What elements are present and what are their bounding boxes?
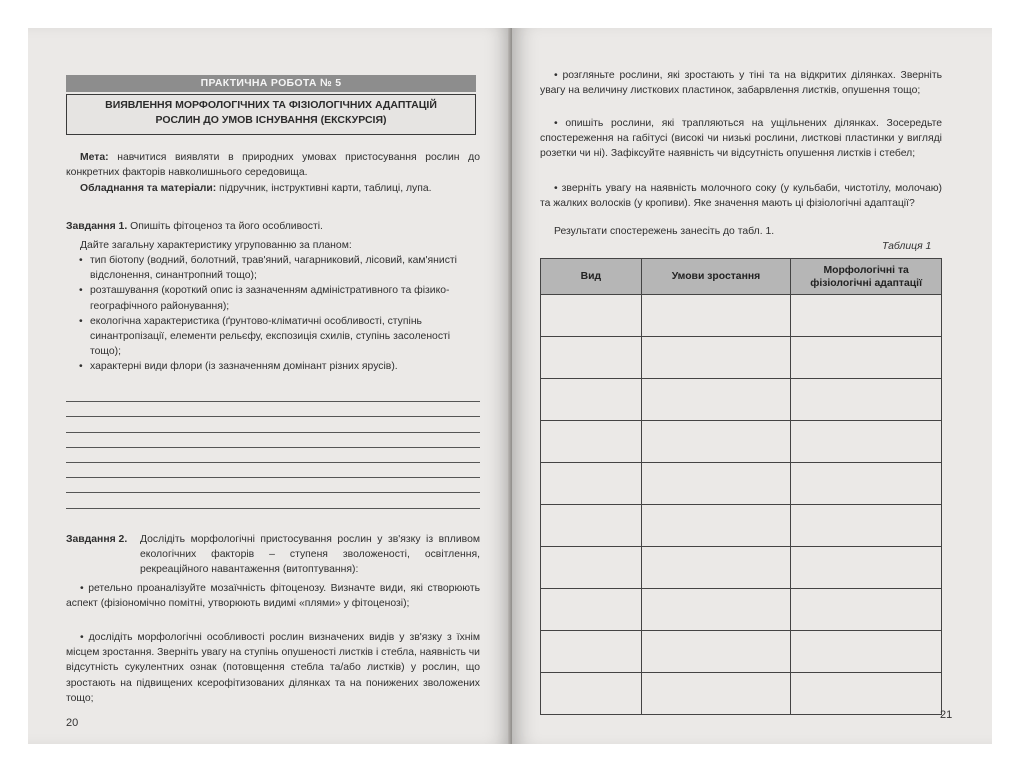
- table-row: [541, 421, 942, 463]
- page-number-right: 21: [940, 709, 953, 721]
- table-cell[interactable]: [641, 379, 791, 421]
- table-cell[interactable]: [791, 673, 942, 715]
- table-cell[interactable]: [791, 547, 942, 589]
- right-page: [512, 28, 992, 744]
- table-cell[interactable]: [641, 673, 791, 715]
- table-cell[interactable]: [641, 505, 791, 547]
- answer-line[interactable]: [66, 463, 480, 478]
- practical-work-title: ПРАКТИЧНА РОБОТА № 5: [66, 75, 476, 92]
- task1-plan-list: [76, 253, 480, 375]
- task1-text: Опишіть фітоценоз та його особливості.: [127, 221, 323, 232]
- heading-line-2: РОСЛИН ДО УМОВ ІСНУВАННЯ (ЕКСКУРСІЯ): [155, 114, 387, 126]
- equipment-text: підручник, інструктивні карти, таблиці, лупа.: [216, 183, 432, 194]
- table-row: [541, 547, 942, 589]
- list-item: • екологічна характеристика (ґрунтово-кліматичні особливості, ступінь синантропізації, елементи рельєфу, експозиція схилів, ступінь засоленості тощо);: [76, 314, 480, 360]
- task2-bullet-2: • дослідіть морфологічні особливості рослин визначених видів у зв'язку з їхнім місцем зростання. Зверніть увагу на ступінь опушеності листків і стебла, наявність чи відсутність сукулентних ознак (потовщення стебла та/або листків) у рослин, що зростають на підвищених ксерофітизованих ділянках та на понижених зволожених тощо;: [66, 632, 480, 704]
- left-page: [28, 28, 512, 744]
- task2-label: [66, 532, 142, 547]
- column-header-growth-conditions: Умови зростання: [641, 259, 791, 295]
- table-cell[interactable]: [541, 673, 642, 715]
- table-cell[interactable]: [641, 631, 791, 673]
- results-instruction: Результати спостережень занесіть до табл. 1.: [554, 226, 775, 237]
- column-header-adaptations: Морфологічні та фізіологічні адаптації: [791, 259, 942, 295]
- right-bullet-3: • зверніть увагу на наявність молочного соку (у кульбаби, чистотілу, молочаю) та жалких волосків (у кропиви). Яке значення мають ці фізіологічні адаптації?: [540, 183, 942, 210]
- right-bullet-2: • опишіть рослини, які трапляються на ущільнених ділянках. Зосередьте спостереження на габітусі (високі чи низькі рослини, листкові пластинки у вигляді розетки чи ні). Зафіксуйте наявність чи відсутність опушення листків і стебел;: [540, 118, 942, 160]
- table-caption: Таблиця 1: [882, 241, 932, 252]
- answer-line[interactable]: [66, 478, 480, 493]
- table-cell[interactable]: [791, 589, 942, 631]
- answer-line[interactable]: [66, 448, 480, 463]
- table-cell[interactable]: [791, 421, 942, 463]
- task2-label-text: Завдання 2.: [66, 534, 128, 545]
- table-cell[interactable]: [641, 463, 791, 505]
- table-row: [541, 631, 942, 673]
- task2-text: Дослідіть морфологічні пристосування рослин у зв'язку із впливом екологічних факторів – ступеня зволоженості, освітлення, рекреаційного навантаження (витоптування):: [140, 534, 480, 576]
- table-cell[interactable]: [791, 337, 942, 379]
- table-cell[interactable]: [541, 337, 642, 379]
- table-row: [541, 505, 942, 547]
- equipment-paragraph: [66, 181, 480, 196]
- list-item: • характерні види флори (із зазначенням домінант різних ярусів).: [76, 359, 480, 374]
- table-cell[interactable]: [641, 421, 791, 463]
- table-cell[interactable]: [791, 463, 942, 505]
- table-cell[interactable]: [641, 337, 791, 379]
- answer-line[interactable]: [66, 402, 480, 417]
- observation-table: [540, 258, 942, 715]
- table-cell[interactable]: [541, 589, 642, 631]
- table-cell[interactable]: [791, 505, 942, 547]
- table-cell[interactable]: [541, 379, 642, 421]
- answer-line[interactable]: [66, 387, 480, 402]
- task1-paragraph: [66, 219, 480, 234]
- heading-line-1: ВИЯВЛЕННЯ МОРФОЛОГІЧНИХ ТА ФІЗІОЛОГІЧНИХ АДАПТАЦІЙ: [105, 99, 437, 111]
- practical-work-heading: [66, 94, 476, 135]
- table-row: [541, 295, 942, 337]
- table-cell[interactable]: [541, 547, 642, 589]
- table-header-row: [541, 259, 942, 295]
- goal-paragraph: [66, 150, 480, 180]
- table-cell[interactable]: [541, 295, 642, 337]
- column-header-species: Вид: [541, 259, 642, 295]
- table-cell[interactable]: [641, 589, 791, 631]
- table-row: [541, 379, 942, 421]
- right-bullet-1: • розгляньте рослини, які зростають у тіні та на відкритих ділянках. Зверніть увагу на величину листкових пластинок, забарвлення листків, опушення тощо;: [540, 70, 942, 97]
- table-row: [541, 589, 942, 631]
- list-item: • розташування (короткий опис із зазначенням адміністративного та фізико-географічного районування);: [76, 283, 480, 313]
- answer-line[interactable]: [66, 433, 480, 448]
- table-cell[interactable]: [791, 379, 942, 421]
- table-row: [541, 673, 942, 715]
- table-cell[interactable]: [541, 505, 642, 547]
- table-cell[interactable]: [641, 295, 791, 337]
- table-cell[interactable]: [541, 631, 642, 673]
- answer-lines[interactable]: [66, 387, 480, 509]
- list-item: • тип біотопу (водний, болотний, трав'яний, чагарниковий, лісовий, кам'янисті відслонення, синантропний тощо);: [76, 253, 480, 283]
- table-row: [541, 463, 942, 505]
- table-cell[interactable]: [541, 421, 642, 463]
- goal-text: навчитися виявляти в природних умовах пристосування рослин до конкретних факторів навколишнього середовища.: [66, 152, 480, 179]
- table-cell[interactable]: [791, 295, 942, 337]
- goal-label: Мета:: [80, 152, 109, 163]
- task1-intro: Дайте загальну характеристику угрупованню за планом:: [80, 240, 352, 251]
- answer-line[interactable]: [66, 417, 480, 432]
- page-number-left: 20: [66, 717, 79, 729]
- equipment-label: Обладнання та матеріали:: [80, 183, 217, 194]
- book-spread: [28, 28, 992, 744]
- table-cell[interactable]: [541, 463, 642, 505]
- table-row: [541, 337, 942, 379]
- task2-bullet-1: • ретельно проаналізуйте мозаїчність фітоценозу. Визначте види, які створюють аспект (фізіономічно помітні, утворюють видимі «плями» у фітоценозі);: [66, 583, 480, 610]
- table-cell[interactable]: [791, 631, 942, 673]
- task1-label: Завдання 1.: [66, 221, 128, 232]
- answer-line[interactable]: [66, 493, 480, 508]
- table-cell[interactable]: [641, 547, 791, 589]
